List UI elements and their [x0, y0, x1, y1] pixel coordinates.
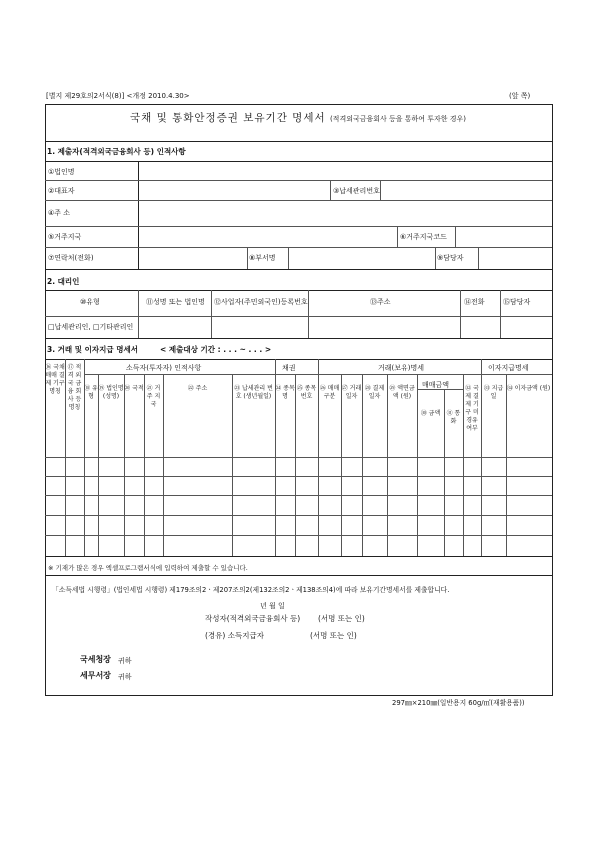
col-currency: ㉛ 통화	[446, 410, 461, 425]
form-title-sub: (적격외국금융회사 등을 통하여 투자한 경우)	[329, 115, 467, 123]
address-label: ④주 소	[48, 209, 71, 217]
page-side-label: (앞 쪽)	[509, 92, 531, 100]
col-nationality: ⑳ 국적	[124, 385, 144, 392]
section3-heading: 3. 거래 및 이자지급 명세서	[47, 345, 138, 354]
agent-name-header: ⑪성명 또는 법인명	[146, 298, 205, 306]
group-income-earner: 소득자(투자자) 인적사항	[126, 364, 202, 372]
col-address: ㉒ 주소	[187, 385, 208, 392]
paper-spec: 297㎜×210㎜(일반용지 60g/㎡(재활용품))	[392, 699, 525, 707]
country-code-label: ⑥거주지국코드	[400, 233, 447, 241]
col-interest-amount: ㉞ 이자금액 (원)	[506, 385, 551, 392]
writer-label: 작성자(적격외국금융회사 등)	[205, 614, 301, 623]
group-bond: 채권	[282, 364, 296, 372]
group-interest: 이자지급명세	[488, 364, 529, 372]
agent-biz-no-header: ⑫사업자(주민외국인)등록번호	[214, 298, 308, 306]
col-name: ⑲ 법인명 (성명)	[98, 385, 124, 400]
col-pay-date: ㉝ 지급일	[483, 385, 504, 400]
writer-signature: (서명 또는 인)	[318, 614, 365, 623]
col-face-amount: ㉙ 액면금액 (원)	[389, 385, 415, 400]
section1-heading: 1. 제출자(적격외국금융회사 등) 인적사항	[47, 147, 186, 156]
recipient-nts: 국세청장	[80, 655, 111, 664]
agent-address-header: ⑬주소	[370, 298, 391, 306]
overflow-note: ※ 기재가 많은 경우 엑셀프로그램서식에 입력하여 제출할 수 있습니다.	[48, 564, 248, 572]
contact-person-label: ⑨담당자	[437, 254, 464, 262]
group-trade: 거래(보유)명세	[378, 364, 425, 372]
col-trade-type: ㉖ 매매 구분	[319, 385, 340, 400]
col-not-via-clearing: ㉜ 국제 결제 기구 미경유 여부	[465, 385, 479, 432]
form-title-main: 국채 및 통화안정증권 보유기간 명세서	[129, 112, 326, 124]
agent-phone-header: ⑭전화	[464, 298, 485, 306]
corp-name-label: ①법인명	[48, 168, 75, 176]
col-institution: ⑰ 적격 외국 금융 회사 등명칭	[67, 364, 82, 411]
via-label: (경유) 소득지급자	[205, 631, 264, 640]
form-title	[45, 110, 551, 125]
recipient-nts-suffix: 귀하	[118, 657, 132, 665]
declaration-text: 「소득세법 시행령」(법인세법 시행령) 제179조의2ㆍ제207조의2(제132조의2ㆍ제138조의4)에 따라 보유기간명세서를 제출합니다.	[52, 586, 450, 594]
submission-period: < 제출대상 기간 : . . . ~ . . . >	[160, 345, 272, 354]
recipient-tax-office: 세무서장	[80, 671, 111, 680]
residence-country-label: ⑤거주지국	[48, 233, 82, 241]
col-tax-no: ㉓ 납세관리 번호 (생년월일)	[234, 385, 273, 400]
col-item-name: ㉔ 종목명	[275, 385, 295, 400]
form-reference: [별지 제29호의2서식(8)] <개정 2010.4.30>	[46, 92, 190, 100]
department-label: ⑧부서명	[249, 254, 276, 262]
col-settle-date: ㉘ 결제 일자	[364, 385, 385, 400]
section2-heading: 2. 대리인	[47, 277, 80, 286]
col-trade-date: ㉗ 거래 일자	[341, 385, 362, 400]
agent-person-header: ⑮담당자	[503, 298, 531, 306]
col-item-no: ㉕ 종목 번호	[296, 385, 317, 400]
col-amount: ㉚ 금액	[420, 410, 441, 417]
group-trade-amount: 매매금액	[422, 381, 450, 389]
via-signature: (서명 또는 인)	[310, 631, 357, 640]
tax-id-label: ③납세관리번호	[333, 187, 380, 195]
col-type: ⑱ 유형	[84, 385, 98, 400]
agent-type-options: □납세관리인, □기타관리인	[48, 323, 134, 331]
agent-type-header: ⑩유형	[80, 298, 100, 306]
representative-label: ②대표자	[48, 187, 75, 195]
declaration-date: 년 월 일	[260, 602, 285, 610]
col-residence: ㉑ 거주 지국	[146, 385, 161, 408]
phone-label: ⑦연락처(전화)	[48, 254, 94, 262]
col-clearing-org: ⑯ 국채 매매 결제 기구 명칭	[45, 364, 65, 395]
recipient-tax-office-suffix: 귀하	[118, 673, 132, 681]
